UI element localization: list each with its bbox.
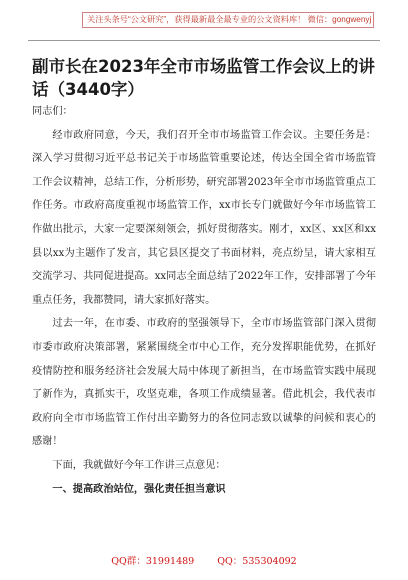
header-banner: 关注头条号“公文研究”，获得最新最全最专业的公文资料库！ 微信：gongwenyj: [82, 12, 374, 28]
section-heading-1: 一、提高政治站位，强化责任担当意识: [52, 483, 226, 495]
footer-contact: [0, 555, 408, 569]
paragraph-1: 经市政府同意，今天，我们召开全市市场监管工作会议。主要任务是：深入学习贯彻习近平总书记关于市场监管重要论述，传达全国全省市场监管工作会议精神，总结工作，分析形势，研究部署2023年全市市场监管重点工作任务。市政府高度重视市场监管工作，xx市长专门就做好今年市场监管工作做出批示，大家一定要深刻领会，抓好贯彻落实。刚才，xx区、xx区和xx县以xx为主题作了发言，其它县区提交了书面材料，亮点纷呈，请大家相互交流学习、共同促进提高。xx同志全面总结了2022年工作，安排部署了今年重点任务，我都赞同，请大家抓好落实。: [32, 129, 376, 306]
footer-qq: QQ：535304092: [217, 556, 297, 567]
header-divider: [28, 40, 380, 41]
footer-qq-group: QQ群：31991489: [111, 556, 195, 567]
document-body: [32, 100, 376, 501]
paragraph-3: 下面，我就做好今年工作讲三点意见：: [52, 459, 226, 471]
paragraph-2: 过去一年，在市委、市政府的坚强领导下，全市市场监管部门深入贯彻市委市政府决策部署，紧紧围绕全市中心工作，充分发挥职能优势，在抓好疫情防控和服务经济社会发展大局中体现了新担当，在市场监管实践中展现了新作为，真抓实干，攻坚克难，各项工作成绩显著。借此机会，我代表市政府向全市市场监管工作付出辛勤努力的各位同志致以诚挚的问候和衷心的感谢！: [32, 318, 376, 448]
document-title: 副市长在2023年全市市场监管工作会议上的讲话（3440字）: [32, 57, 375, 99]
greeting: 同志们：: [32, 106, 73, 117]
